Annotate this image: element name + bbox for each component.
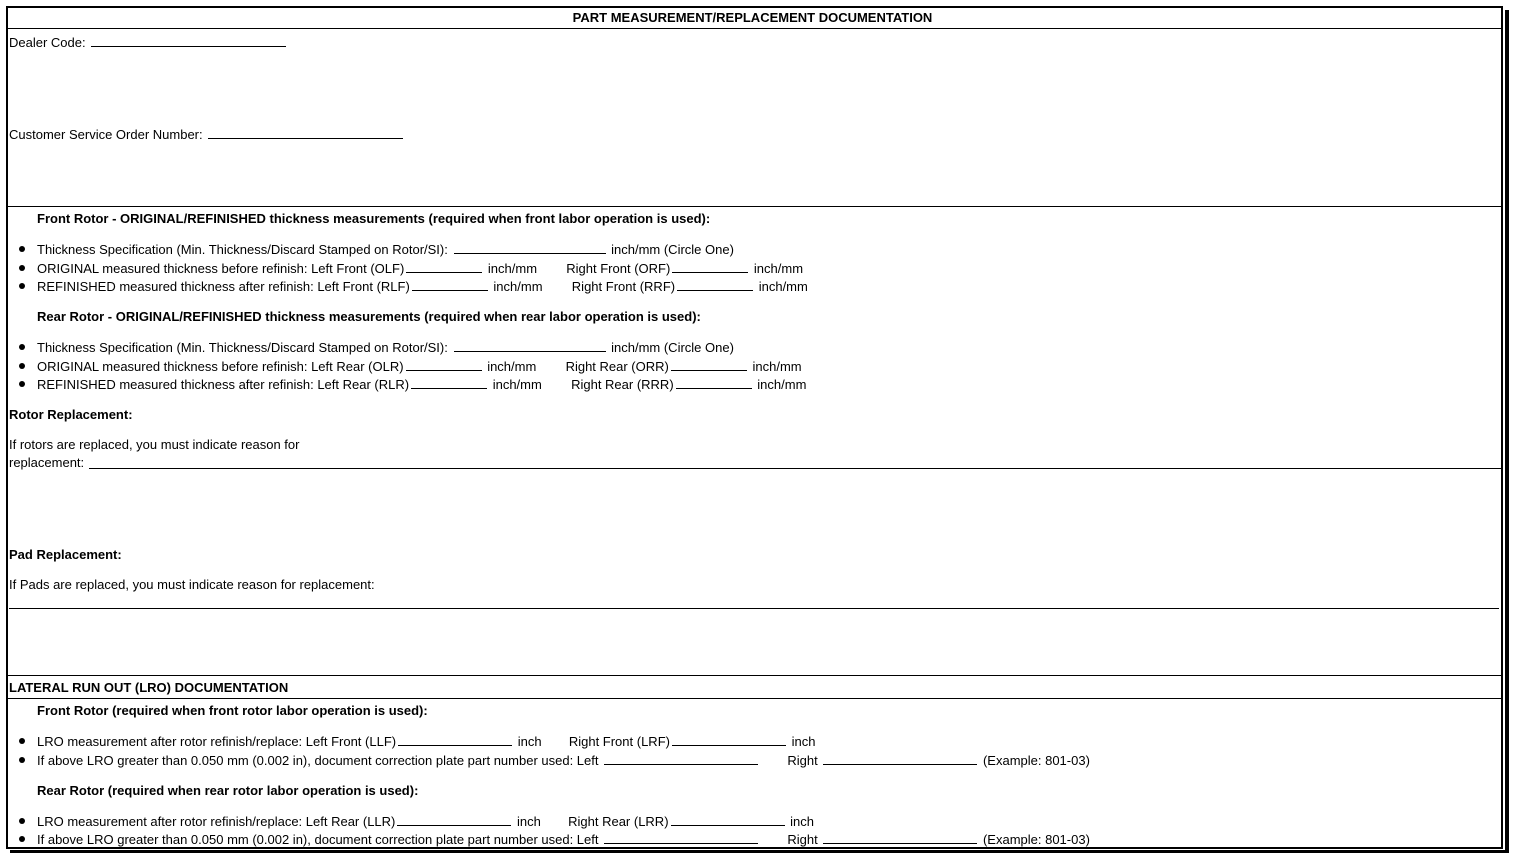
- lro-front-heading: Front Rotor (required when front rotor labor operation is used):: [37, 703, 428, 718]
- rear-spec-label: Thickness Specification (Min. Thickness/Discard Stamped on Rotor/SI):: [37, 340, 448, 355]
- divider: [8, 28, 1503, 29]
- rear-spec-field[interactable]: [454, 339, 606, 352]
- lro-rear-plate-label: If above LRO greater than 0.050 mm (0.002 in), document correction plate part number used: Left: [37, 832, 599, 847]
- lro-rear-plate-left-field[interactable]: [604, 831, 758, 844]
- rear-refinished-unit: inch/mm: [492, 377, 542, 392]
- lro-front-measure-unit: inch: [517, 734, 542, 749]
- rear-refinished-right: Right Rear (RRR): [571, 377, 674, 392]
- rear-original-unit: inch/mm: [487, 359, 537, 374]
- bullet-icon: [19, 757, 25, 763]
- dealer-code-field[interactable]: [91, 34, 286, 47]
- front-refinished-label: REFINISHED measured thickness after refinish: Left Front (RLF): [37, 279, 410, 294]
- rear-spec-unit: inch/mm (Circle One): [611, 340, 734, 355]
- lro-front-plate-right: Right: [787, 753, 818, 768]
- lro-rear-plate-example: (Example: 801-03): [982, 832, 1090, 847]
- lro-front-plate-label: If above LRO greater than 0.050 mm (0.002 in), document correction plate part number used: Left: [37, 753, 599, 768]
- lrf-field[interactable]: [672, 733, 786, 746]
- rear-original-right-unit: inch/mm: [752, 359, 802, 374]
- lro-rear-measure-row: [37, 813, 814, 829]
- front-original-row: [37, 260, 803, 276]
- rear-rotor-heading: Rear Rotor - ORIGINAL/REFINISHED thickness measurements (required when rear labor operation is used):: [37, 309, 701, 324]
- bullet-icon: [19, 381, 25, 387]
- divider: [8, 698, 1503, 699]
- bullet-icon: [19, 738, 25, 744]
- lro-front-plate-example: (Example: 801-03): [982, 753, 1090, 768]
- cso-row: [9, 126, 405, 142]
- front-refinished-right: Right Front (RRF): [571, 279, 676, 294]
- rlr-field[interactable]: [411, 376, 487, 389]
- lro-rear-heading: Rear Rotor (required when rear rotor labor operation is used):: [37, 783, 419, 798]
- pad-reason-field[interactable]: [9, 608, 1499, 609]
- rear-original-right: Right Rear (ORR): [565, 359, 669, 374]
- dealer-code-label: Dealer Code:: [9, 35, 86, 50]
- cso-label: Customer Service Order Number:: [9, 127, 203, 142]
- rlf-field[interactable]: [412, 278, 488, 291]
- rear-original-label: ORIGINAL measured thickness before refinish: Left Rear (OLR): [37, 359, 404, 374]
- llr-field[interactable]: [397, 813, 511, 826]
- bullet-icon: [19, 836, 25, 842]
- lro-rear-measure-label: LRO measurement after rotor refinish/replace: Left Rear (LLR): [37, 814, 396, 829]
- lro-heading: LATERAL RUN OUT (LRO) DOCUMENTATION: [9, 680, 289, 695]
- form-title: PART MEASUREMENT/REPLACEMENT DOCUMENTATION: [572, 10, 933, 25]
- rear-refinished-row: [37, 376, 806, 392]
- front-spec-field[interactable]: [454, 241, 606, 254]
- bullet-icon: [19, 344, 25, 350]
- front-refinished-row: [37, 278, 808, 294]
- lro-front-plate-left-field[interactable]: [604, 752, 758, 765]
- lro-front-measure-label: LRO measurement after rotor refinish/replace: Left Front (LLF): [37, 734, 397, 749]
- front-original-right: Right Front (ORF): [566, 261, 671, 276]
- frame-shadow-bottom: [10, 850, 1509, 853]
- llf-field[interactable]: [398, 733, 512, 746]
- lro-front-measure-right-unit: inch: [791, 734, 816, 749]
- front-spec-row: [37, 241, 734, 257]
- rotor-reason-field[interactable]: [89, 468, 1501, 469]
- rrr-field[interactable]: [676, 376, 752, 389]
- rear-refinished-label: REFINISHED measured thickness after refinish: Left Rear (RLR): [37, 377, 410, 392]
- bullet-icon: [19, 363, 25, 369]
- front-spec-unit: inch/mm (Circle One): [611, 242, 734, 257]
- dealer-code-row: [9, 34, 288, 50]
- rotor-replacement-heading: Rotor Replacement:: [9, 407, 133, 422]
- front-original-right-unit: inch/mm: [753, 261, 804, 276]
- rear-spec-row: [37, 339, 734, 355]
- lro-rear-plate-right-field[interactable]: [823, 831, 977, 844]
- lro-front-plate-right-field[interactable]: [823, 752, 977, 765]
- bullet-icon: [19, 265, 25, 271]
- pad-replacement-heading: Pad Replacement:: [9, 547, 122, 562]
- divider: [8, 675, 1503, 676]
- bullet-icon: [19, 246, 25, 252]
- orf-field[interactable]: [672, 260, 748, 273]
- olr-field[interactable]: [406, 358, 482, 371]
- lro-front-plate-row: [37, 752, 1090, 768]
- rotor-reason-line2: replacement:: [9, 455, 85, 470]
- bullet-icon: [19, 818, 25, 824]
- lro-rear-measure-right-unit: inch: [790, 814, 815, 829]
- rear-original-row: [37, 358, 802, 374]
- divider: [8, 206, 1503, 207]
- lro-rear-measure-right: Right Rear (LRR): [568, 814, 669, 829]
- lrr-field[interactable]: [671, 813, 785, 826]
- front-refinished-right-unit: inch/mm: [758, 279, 808, 294]
- front-rotor-heading: Front Rotor - ORIGINAL/REFINISHED thickness measurements (required when front labor operation is used):: [37, 211, 711, 226]
- bullet-icon: [19, 283, 25, 289]
- front-spec-label: Thickness Specification (Min. Thickness/Discard Stamped on Rotor/SI):: [37, 242, 448, 257]
- lro-front-measure-right: Right Front (LRF): [568, 734, 670, 749]
- front-original-unit: inch/mm: [487, 261, 538, 276]
- orr-field[interactable]: [671, 358, 747, 371]
- front-refinished-unit: inch/mm: [493, 279, 543, 294]
- lro-front-measure-row: [37, 733, 815, 749]
- pad-reason-label: If Pads are replaced, you must indicate reason for replacement:: [9, 577, 375, 592]
- front-original-label: ORIGINAL measured thickness before refinish: Left Front (OLF): [37, 261, 405, 276]
- rotor-reason-line1: If rotors are replaced, you must indicate reason for: [9, 437, 300, 452]
- rrf-field[interactable]: [677, 278, 753, 291]
- olf-field[interactable]: [406, 260, 482, 273]
- lro-rear-plate-row: [37, 831, 1090, 847]
- rear-refinished-right-unit: inch/mm: [757, 377, 807, 392]
- cso-field[interactable]: [208, 126, 403, 139]
- lro-rear-measure-unit: inch: [517, 814, 541, 829]
- frame-shadow-right: [1505, 10, 1509, 853]
- lro-rear-plate-right: Right: [787, 832, 818, 847]
